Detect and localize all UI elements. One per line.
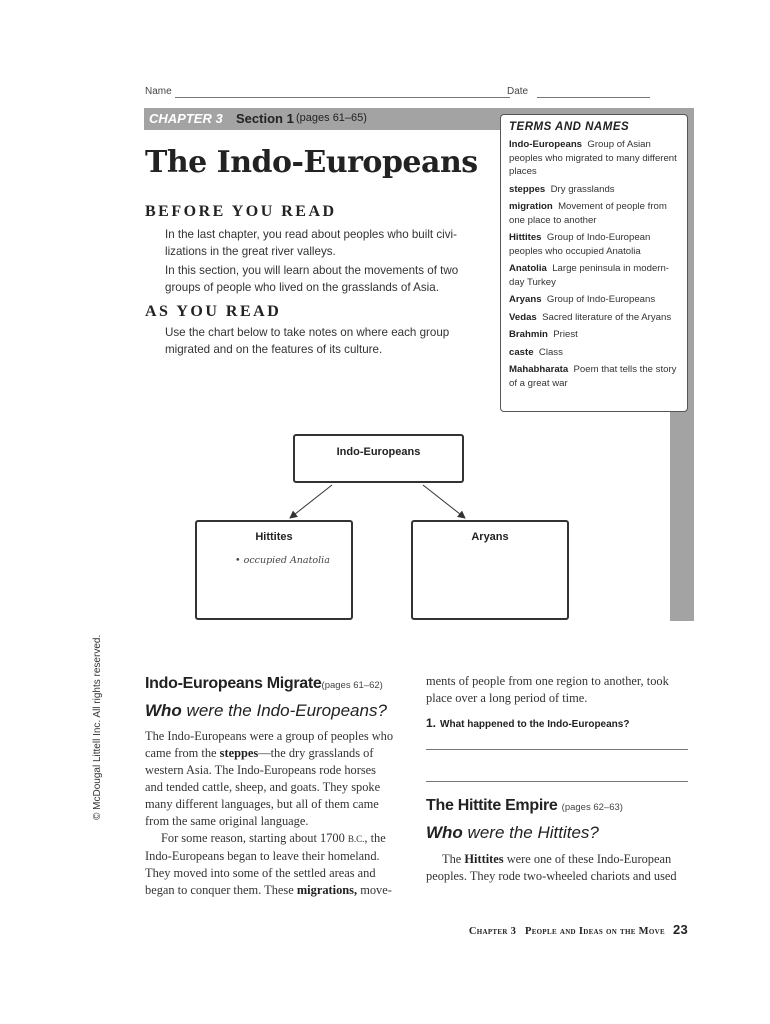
answer-line-1[interactable]	[426, 749, 688, 750]
term-name: caste	[509, 346, 534, 358]
copyright-notice: © McDougal Littell Inc. All rights reserved.	[92, 634, 103, 820]
chart-box-indo-europeans	[293, 434, 464, 483]
chart-box-label: Indo-Europeans	[336, 446, 421, 458]
question-heading-who-hittites	[426, 823, 599, 843]
term-item	[509, 346, 679, 360]
section-label: Section 1	[236, 111, 294, 126]
date-label: Date	[507, 86, 529, 97]
terms-and-names-box	[500, 114, 688, 412]
chart-box-hittites[interactable]	[195, 520, 353, 620]
term-name: steppes	[509, 183, 546, 195]
question-1	[426, 716, 629, 730]
page-footer	[469, 922, 688, 937]
text-line: Indo-Europeans began to leave their homeland.	[145, 849, 380, 863]
text-line: place over a long period of time.	[426, 691, 588, 705]
text-line: groups of people who lived on the grasslands of Asia.	[165, 281, 439, 294]
arrow-to-aryans	[423, 485, 465, 518]
text-line: peoples. They rode two-wheeled chariots and used	[426, 869, 677, 883]
term-item	[509, 328, 679, 342]
term-item	[509, 183, 679, 197]
before-you-read-heading: BEFORE YOU READ	[145, 203, 337, 220]
text-line: In this section, you will learn about the movements of two	[165, 264, 459, 277]
term-name: Indo-Europeans	[509, 139, 583, 150]
section-pages: (pages 61–65)	[296, 112, 367, 124]
text-line: In the last chapter, you read about peoples who built civi-	[165, 228, 457, 241]
term-item	[509, 293, 679, 307]
term-name: Hittites	[509, 232, 542, 243]
text-line: many different languages, but all of them came	[145, 797, 379, 811]
text-line: western Asia. The Indo-Europeans rode horses	[145, 763, 376, 777]
term-definition: Group of Asian peoples who migrated to many different places	[509, 139, 677, 177]
heading-pages: (pages 62–63)	[561, 802, 623, 813]
text-line: The Indo-Europeans were a group of peoples who	[145, 729, 394, 743]
arrow-to-hittites	[290, 485, 332, 518]
term-steppes: steppes	[219, 746, 259, 760]
name-field[interactable]	[175, 97, 510, 98]
section-heading-hittite	[426, 797, 623, 815]
migrate-paragraph-1	[145, 728, 407, 830]
migrate-paragraph-2-continued	[426, 673, 688, 707]
hittite-paragraph	[426, 851, 688, 885]
who-word: Who	[426, 823, 463, 842]
term-definition: Dry grasslands	[550, 183, 615, 195]
term-definition: Priest	[553, 329, 578, 340]
text-line	[145, 745, 407, 762]
handwritten-note: • occupied Anatolia	[235, 555, 330, 566]
heading-text: Indo-Europeans Migrate	[145, 675, 322, 692]
text-run: began to conquer them. These	[145, 883, 297, 897]
term-definition: Group of Indo-Europeans	[546, 294, 656, 305]
term-definition: Large peninsula in modern-day Turkey	[509, 263, 670, 288]
text-line	[145, 830, 407, 848]
text-run: The	[442, 852, 465, 866]
text-line: They moved into some of the settled areas and	[145, 866, 376, 880]
term-definition: Group of Indo-European peoples who occupied Anatolia	[509, 232, 651, 257]
as-you-read-heading: AS YOU READ	[145, 303, 282, 320]
text-run: were one of these Indo-European	[503, 852, 672, 866]
section-heading-migrate	[145, 675, 383, 693]
term-name: Vedas	[509, 311, 537, 323]
question-heading-who-ie	[145, 701, 387, 721]
term-item	[509, 231, 679, 258]
page-title: The Indo-Europeans	[145, 145, 478, 180]
term-name: Anatolia	[509, 263, 547, 274]
term-migrations: migrations,	[296, 883, 358, 897]
term-name: migration	[509, 201, 553, 212]
term-item	[509, 262, 679, 289]
text-line: Use the chart below to take notes on where each group	[165, 326, 450, 339]
question-number: 1.	[426, 716, 437, 730]
text-line: and tended cattle, sheep, and goats. They spoke	[145, 780, 381, 794]
migrate-paragraph-2	[145, 830, 407, 899]
text-run: , the	[364, 831, 386, 845]
answer-line-2[interactable]	[426, 781, 688, 782]
terms-title: TERMS AND NAMES	[509, 121, 630, 133]
chapter-label: CHAPTER 3	[149, 111, 223, 126]
term-definition: Class	[538, 346, 563, 358]
term-item	[509, 311, 679, 325]
term-definition: Poem that tells the story of a great war	[509, 364, 677, 389]
text-line: ments of people from one region to another, took	[426, 674, 669, 688]
text-line: lizations in the great river valleys.	[165, 245, 336, 258]
chart-box-aryans[interactable]	[411, 520, 569, 620]
footer-chapter: Chapter 3	[468, 926, 517, 937]
before-you-read-p1	[165, 226, 485, 260]
term-item	[509, 200, 679, 227]
before-you-read-p2	[165, 262, 485, 296]
text-line: migrated and on the features of its culture.	[165, 343, 383, 356]
term-name: Brahmin	[509, 329, 548, 340]
name-label: Name	[145, 86, 172, 97]
term-item	[509, 363, 679, 390]
page-number: 23	[672, 922, 688, 937]
who-word: Who	[145, 701, 182, 720]
term-name: Aryans	[509, 294, 542, 305]
chart-box-label: Hittites	[255, 531, 293, 543]
text-line	[426, 851, 688, 868]
question-rest: were the Indo-Europeans?	[181, 701, 387, 720]
term-definition: Sacred literature of the Aryans	[542, 311, 672, 323]
text-run: —the dry grasslands of	[258, 746, 374, 760]
question-rest: were the Hittites?	[462, 823, 599, 842]
text-run: move-	[357, 883, 392, 897]
term-hittites: Hittites	[464, 852, 504, 866]
term-name: Mahabharata	[509, 364, 569, 375]
heading-text: The Hittite Empire	[426, 797, 558, 814]
footer-title: People and Ideas on the Move	[524, 926, 665, 937]
term-definition: Movement of people from one place to another	[509, 201, 667, 226]
text-line	[145, 882, 407, 899]
text-run: For some reason, starting about 1700	[161, 831, 348, 845]
question-text: What happened to the Indo-Europeans?	[440, 719, 630, 730]
chart-box-label: Aryans	[471, 531, 509, 543]
text-line: from the same original language.	[145, 814, 309, 828]
term-item	[509, 138, 679, 179]
heading-pages: (pages 61–62)	[321, 680, 383, 691]
text-run: came from the	[145, 746, 220, 760]
date-field[interactable]	[537, 97, 650, 98]
era-abbrev: B.C.	[347, 834, 365, 844]
as-you-read-text	[165, 324, 485, 358]
